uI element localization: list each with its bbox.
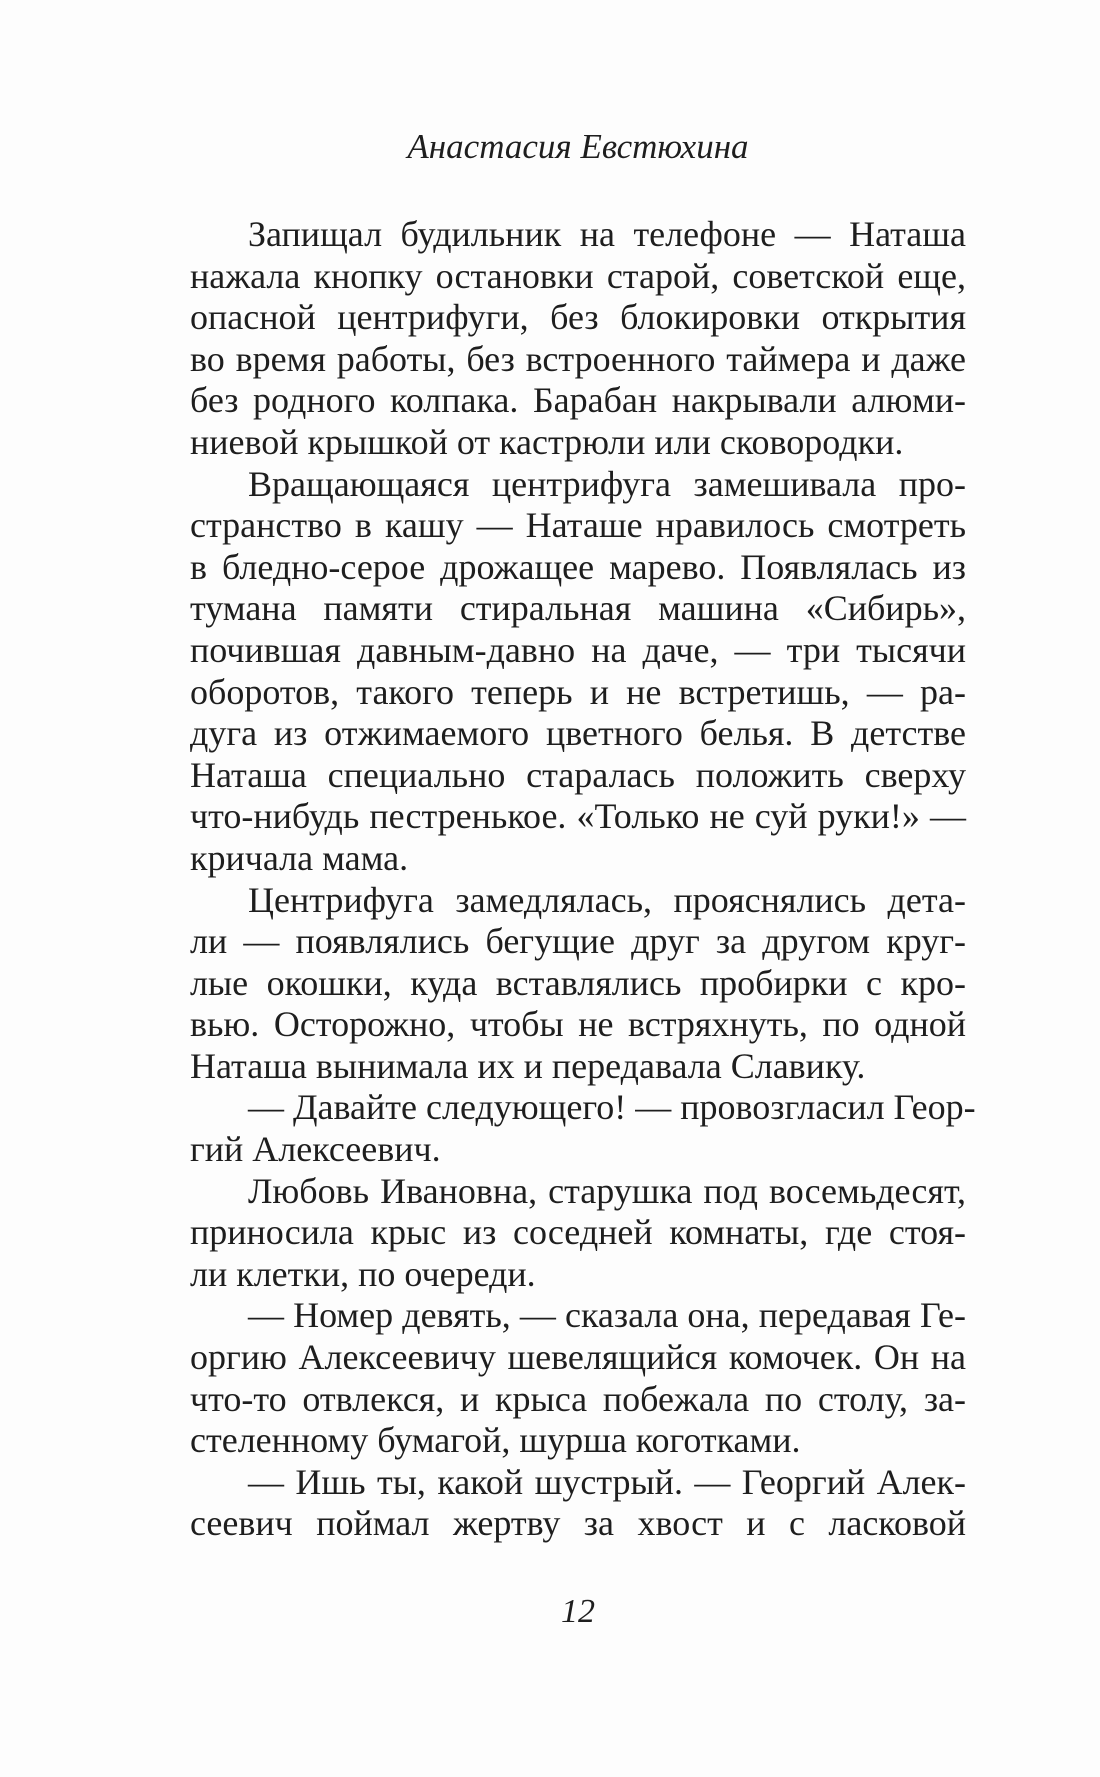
text-line: Наташа специально старалась положить сверху xyxy=(190,754,966,795)
text-line: лые окошки, куда вставлялись пробирки с кро- xyxy=(190,962,966,1003)
text-line: без родного колпака. Барабан накрывали алюми- xyxy=(190,380,966,421)
text-line: ли — появлялись бегущие друг за другом круг- xyxy=(190,921,966,962)
text-line: Наташа вынимала их и передавала Славику. xyxy=(190,1045,866,1086)
text-line: сеевич поймал жертву за хвост и с ласковой xyxy=(190,1503,966,1544)
text-line: Любовь Ивановна, старушка под восемьдесят, xyxy=(248,1170,966,1211)
text-line: Запищал будильник на телефоне — Наташа xyxy=(248,214,966,254)
text-line: странство в кашу — Наташе нравилось смотреть xyxy=(190,505,966,546)
running-header: Анастасия Евстюхина xyxy=(407,127,749,166)
text-line: тумана памяти стиральная машина «Сибирь», xyxy=(190,588,966,629)
text-line: оргию Алексеевичу шевелящийся комочек. Он на xyxy=(190,1337,966,1378)
text-line: что-нибудь пестренькое. «Только не суй руки!» — xyxy=(190,796,966,837)
page-number: 12 xyxy=(561,1593,595,1630)
text-line: гий Алексеевич. xyxy=(190,1129,441,1170)
text-line: стеленному бумагой, шурша коготками. xyxy=(190,1420,801,1461)
text-line: дуга из отжимаемого цветного белья. В детстве xyxy=(190,713,966,754)
text-line: в бледно-серое дрожащее марево. Появлялась из xyxy=(190,546,966,587)
text-line: кричала мама. xyxy=(190,837,409,878)
text-line: вью. Осторожно, чтобы не встряхнуть, по одной xyxy=(190,1004,966,1045)
page-body xyxy=(190,214,976,1545)
text-line: оборотов, такого теперь и не встретишь, — ра- xyxy=(190,671,966,712)
text-line: — Номер девять, — сказала она, передавая Ге- xyxy=(248,1295,966,1336)
text-line: Центрифуга замедлялась, прояснялись дета- xyxy=(248,879,966,920)
text-line: приносила крыс из соседней комнаты, где стоя- xyxy=(190,1212,966,1253)
text-line: опасной центрифуги, без блокировки открытия xyxy=(190,297,966,338)
text-line: что-то отвлекся, и крыса побежала по столу, за- xyxy=(190,1378,966,1419)
text-line: — Давайте следующего! — провозгласил Геор- xyxy=(248,1087,976,1128)
text-line: — Ишь ты, какой шустрый. — Георгий Алек- xyxy=(248,1461,966,1502)
text-line: почившая давным-давно на даче, — три тысячи xyxy=(190,629,966,670)
text-line: нажала кнопку остановки старой, советской еще, xyxy=(190,255,966,296)
text-line: во время работы, без встроенного таймера и даже xyxy=(190,338,966,379)
text-line: Вращающаяся центрифуга замешивала про- xyxy=(248,463,966,504)
text-line: ниевой крышкой от кастрюли или сковородки. xyxy=(190,421,904,462)
text-line: ли клетки, по очереди. xyxy=(190,1253,536,1294)
